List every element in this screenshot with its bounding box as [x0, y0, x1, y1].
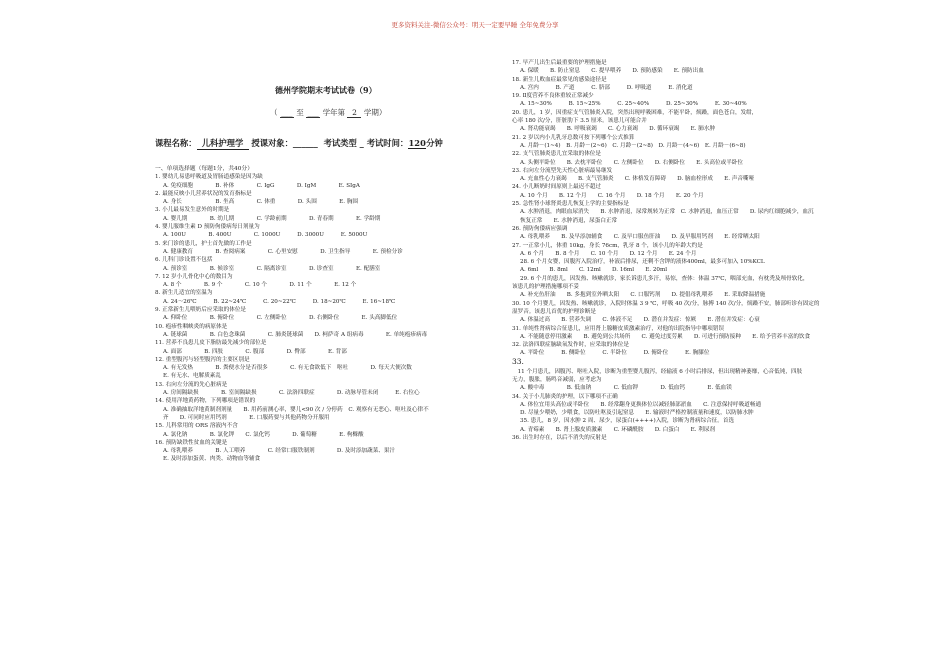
- term-to: 至: [296, 108, 304, 117]
- course-info-line: [155, 137, 443, 150]
- left-lines-item: A. 100U B. 400U C. 1000U D. 3000U E. 5000U: [163, 232, 368, 239]
- left-lines-item: 1. 婴幼儿易患呼吸道及胃肠道感染是因为缺: [155, 174, 263, 181]
- right-lines-item: 30. 10 个月婴儿，因发热、咳嗽就诊，入院时体温 3 9 ℃，呼吸 40 次/分，脉搏 140 次/分，烦躁不安，肺部听诊有固定的: [512, 300, 820, 307]
- left-lines-item: A. 8 个 B. 9 个 C. 10 个 D. 11 个 E. 12 个: [163, 282, 357, 289]
- right-lines-item: 28. 6 个月女婴，因腹泻入院治疗，补液后排尿，还剩不含钾的液体400ml，最多可加入 10%KCL: [520, 259, 765, 266]
- right-lines-item: 27. 一正常小儿，体重 10kg，身长 76cm，乳牙 8 个，该小儿的年龄大约是: [512, 242, 703, 249]
- right-lines-item: 35. 患儿，8 岁，因水肿 2 周、尿少，尿蛋白(++++)入院，诊断为肾病综合征。首选: [520, 418, 735, 425]
- right-lines-item: A. 月龄－(1~4) B. 月龄－(2~6) C. 月龄－(2~8) D. 月龄－(4~6) E. 月龄－(6~8): [520, 142, 746, 149]
- right-lines-item: 11 个月患儿，因腹泻、呕吐入院，诊断为重型婴儿腹泻，经输液 6 小时后排尿，但出现精神萎靡，心音低钝，四肢: [512, 368, 803, 375]
- right-lines-item: 17. 早产儿出生后最重要的护理措施是: [512, 60, 607, 66]
- right-lines-item: A. 母乳喂养 B. 及早添加辅食 C. 及早口服鱼肝油 D. 及早服用钙剂 E. 经常晒太阳: [520, 234, 760, 241]
- right-lines-item: 33.: [512, 357, 524, 366]
- left-lines-item: 6. 儿科门诊设置不包括: [155, 257, 213, 264]
- left-lines-item: 14. 使用洋地黄药物，下列哪项是错误的: [155, 398, 256, 405]
- left-lines-item: E. 及时添加蛋黄、肉类、动物血等辅食: [163, 456, 261, 463]
- term-year-start: ___: [281, 108, 293, 117]
- left-lines-item: A. 婴儿期 B. 幼儿期 C. 学龄前期 D. 青春期 E. 学龄期: [163, 215, 381, 222]
- right-lines-item: 恢复正常 E. 水肿消退，尿蛋白正常: [520, 217, 618, 224]
- course-name-label: 课程名称：: [155, 138, 197, 148]
- left-lines-item: A. 健康教育 B. 查阅病案 C. 心里安慰 D. 卫生指导 E. 预检分诊: [163, 248, 403, 255]
- left-lines-item: A. 准确抽取洋地黄制剂剂量 B. 用药前测心率，婴儿<90 次 / 分停药 C. 观察有无恶心、呕吐及心律不: [163, 406, 429, 413]
- right-lines-item: 21. 2 岁以内小儿乳牙总数可按下列哪个公式推算: [512, 134, 635, 141]
- right-lines-item: 心率 180 次/分，肝脏肋下 3.5 厘米。该患儿可能合并: [512, 118, 647, 125]
- top-banner: 更多资料关注-微信公众号：明天一定要早睡 全年免费分享: [391, 21, 559, 29]
- right-lines-item: D. 尽量少喂奶，少喂食，以防吐呕及引起窒息 E. 输液时严格控制液量和速度，以防肺水肿: [520, 410, 754, 417]
- term-label: 学年第: [322, 108, 346, 117]
- course-name-value: 儿科护理学: [197, 137, 249, 150]
- right-lines-item: 19. Ⅱ度营养不良体重较正常减少: [512, 93, 594, 100]
- right-lines-item: 24. 小儿断奶时间原则上最迟不超过: [512, 184, 601, 191]
- right-lines-item: A. 不能随意停用激素 B. 避免到公共场所 C. 避免过度劳累 D. 可进行预防接种 E. 给予营养丰富的饮食: [520, 333, 811, 340]
- right-lines-item: 22. 支气管肺炎患儿宜采取的体位是: [512, 151, 601, 158]
- right-lines-item: A. 平卧位 B. 侧卧位 C. 半卧位 D. 俯卧位 E. 胸膝位: [520, 350, 710, 357]
- term-end: 学期）: [363, 108, 387, 117]
- term-open: （: [270, 108, 278, 117]
- right-lines-item: A. 体温过高 B. 营养失调 C. 体液不足 D. 潜在并发症：惊厥 E. 潜在并发症：心衰: [520, 317, 760, 324]
- left-lines-item: A. 链球菌 B. 白色念珠菌 C. 肺炎链球菌 D. 柯萨奇 A 组病毒 E. 单纯疱疹病毒: [163, 331, 428, 338]
- right-lines-item: A. 保暖 B. 防止窒息 C. 提早喂养 D. 预防感染 E. 预防出血: [520, 68, 704, 75]
- right-lines-item: 34. 关于小儿肺炎的护理，以下哪项不正确: [512, 393, 618, 400]
- right-lines-item: 18. 新生儿败血症最常见的感染途径是: [512, 76, 607, 83]
- course-time-value: 120: [408, 138, 426, 148]
- right-lines-item: A. 肾功能衰竭 B. 呼吸衰竭 C. 心力衰竭 D. 循环衰竭 E. 肺水肿: [520, 126, 716, 133]
- left-lines-item: 11. 营养不良患儿皮下脂肪最先减少的部位是: [155, 340, 267, 347]
- left-lines-item: 15. 儿科常用的 ORS 溶液内不含: [155, 423, 238, 430]
- right-lines-item: 25. 急性肾小球肾炎患儿恢复上学的主要指标是: [512, 201, 629, 208]
- left-lines-item: A. 预诊室 B. 候诊室 C. 隔离诊室 D. 诊查室 E. 配膳室: [163, 265, 381, 272]
- right-lines-item: A. 6 个月 B. 8 个月 C. 10 个月 D. 12 个月 E. 24 个月: [520, 250, 697, 257]
- right-lines-item: 23. 右向左分流型先天性心脏病最易继发: [512, 167, 613, 174]
- right-lines-item: 29. 6 个月的患儿，因发热、咳嗽就诊，家长诉患儿多汗，易惊，查体：体温 37℃，咽部充血，有枕秃及颅骨软化，: [520, 275, 809, 282]
- right-lines-item: 32. 法洛四联症脑缺氧发作时，应采取的体位是: [512, 342, 629, 349]
- right-lines-item: A. 头侧平卧位 B. 去枕平卧位 C. 左侧卧位 D. 右侧卧位 E. 头高位或半卧位: [520, 159, 743, 166]
- left-lines-item: 8. 新生儿适宜的室温为: [155, 290, 213, 297]
- left-lines-item: A. 仰卧位 B. 俯卧位 C. 左侧卧位 D. 右侧卧位 E. 头高脚低位: [163, 315, 398, 322]
- right-lines-item: A. 补充鱼肝油 B. 多抱到室外晒太阳 C. 口服钙剂 D. 提倡母乳喂养 E. 采取降温措施: [520, 292, 766, 299]
- left-lines-item: 16. 预防缺铁性贫血的关键是: [155, 439, 228, 446]
- left-lines-item: 3. 小儿最易发生意外的时期是: [155, 207, 230, 214]
- right-lines-item: 20. 患儿，1 岁，因重症支气管肺炎入院，突然出现呼吸困难，不能平卧，烦躁，面色苍白，发绀，: [512, 109, 758, 116]
- course-object-label: 授课对象：: [251, 138, 293, 148]
- right-lines-item: A. 体位宜用头高位或半卧位 B. 经常翻身更换体位以减轻肺部淤血 C. 注意保持呼吸道畅通: [520, 401, 762, 408]
- left-lines-item: 齐 D. 可同时应用钙剂 E. 口服药要与其他药物分开服用: [163, 414, 330, 421]
- course-type-value: _: [359, 138, 364, 148]
- right-lines-item: A. 酸中毒 B. 低血钠 C. 低血钾 D. 低血钙 E. 低血镁: [520, 385, 732, 392]
- left-lines-item: A. 有无发热 B. 粪便水分是否很多 C. 有无食欲低下 呕吐 D. 每天大便次数: [163, 365, 412, 372]
- left-lines-item: 9. 正常新生儿喂奶后应采取的体位是: [155, 307, 247, 314]
- right-lines-item: A. 宫内 B. 产道 C. 脐部 D. 呼吸道 E. 消化道: [520, 84, 693, 91]
- left-lines-item: 2. 最能反映小儿营养状况的发育指标是: [155, 190, 252, 197]
- right-lines-item: 无力，腹胀，肠鸣音减弱，应考虑为: [512, 376, 602, 383]
- right-lines-item: 湿罗音。该患儿首优的护理诊断是: [512, 308, 596, 315]
- left-lines-item: 5. 来门诊的患儿，护士首先做的工作是: [155, 240, 252, 247]
- right-lines-item: A. 6ml B. 8ml C. 12ml D. 16ml E. 20ml: [520, 267, 668, 274]
- right-question-block: [512, 59, 832, 442]
- left-lines-item: A. 氯化钠 B. 氯化钾 C. 氯化钙 D. 葡萄糖 E. 枸橼酸: [163, 431, 364, 438]
- left-question-block: [155, 165, 495, 464]
- right-lines-item: 31. 单纯性肾病综合征患儿，应用肾上腺糖皮质激素治疗，对他的出院指导中哪项错误: [512, 325, 725, 332]
- left-lines-item: E. 有无水、电解质紊乱: [163, 373, 221, 380]
- left-lines-item: 10. 疱疹性咽峡炎的病原体是: [155, 323, 228, 330]
- right-lines-item: A. 10 个月 B. 12 个月 C. 16 个月 D. 18 个月 E. 20 个月: [520, 192, 704, 199]
- left-lines-item: A. 房间隔缺损 B. 室间隔缺损 C. 法洛四联症 D. 动脉导管未闭 E. 右位心: [163, 390, 420, 397]
- right-lines-item: A. 青霉素 B. 肾上腺皮质激素 C. 环磷酰胺 D. 白蛋白 E. 利尿剂: [520, 426, 716, 433]
- left-lines-item: 12. 重型腹泻与轻型腹泻的主要区别是: [155, 356, 250, 363]
- right-lines-item: 26. 预防佝偻病应强调: [512, 225, 568, 232]
- left-lines-item: 4. 婴儿服维生素 D 预防佝偻病每日剂量为: [155, 224, 260, 231]
- left-lines-item: A. 身长 B. 坐高 C. 体重 D. 头围 E. 胸围: [163, 199, 359, 206]
- term-line: [270, 107, 386, 118]
- left-lines-item: A. 面部 B. 四肢 C. 腹部 D. 臀部 E. 背部: [163, 348, 347, 355]
- term-year-end: ___: [307, 108, 319, 117]
- right-lines-item: A. 充血性心力衰竭 B. 支气管肺炎 C. 体格发育障碍 D. 脑血栓形成 E. 声音嘶哑: [520, 176, 755, 183]
- left-lines-item: A. 免疫细胞 B. 补体 C. IgG D. IgM E. SIgA: [163, 182, 360, 189]
- right-lines-item: A. 15~30% B. 15~25% C. 25~40% D. 25~30% E. 30~40%: [520, 101, 747, 108]
- left-lines-item: 7. 12 岁小儿骨化中心的数目为: [155, 273, 233, 280]
- right-lines-item: 该患儿的护理措施哪项不妥: [512, 284, 580, 291]
- exam-title: 德州学院期末考试试卷（9）: [275, 85, 377, 95]
- course-object-value: ______: [292, 138, 318, 148]
- left-lines-item: A. 24～26℃ B. 22~24℃ C. 20~22℃ D. 18~20℃ E. 16~18℃: [163, 298, 396, 305]
- right-lines-item: 36. 出生时存在，以后不消失的反射是: [512, 435, 607, 442]
- course-time-unit: 分钟: [426, 138, 443, 148]
- term-number: 2: [347, 108, 361, 118]
- course-type-label: 考试类型: [323, 138, 357, 148]
- left-lines-item: 13. 右向左分流的先心脏病是: [155, 381, 228, 388]
- right-lines-item: A. 水肿消退，肉眼血尿消失 B. 水肿消退，尿常规转为正常 C. 水肿消退，血压正常 D. 尿内红细胞减少，血沉: [520, 209, 814, 216]
- left-lines-item: A. 母乳喂养 B. 人工喂养 C. 经常口服铁制剂 D. 及时添加蔬菜、果汁: [163, 448, 396, 455]
- left-lines-item: 一、单项选择题（每题1分，共40分）: [155, 166, 254, 172]
- course-time-label: 考试时间：: [366, 138, 409, 148]
